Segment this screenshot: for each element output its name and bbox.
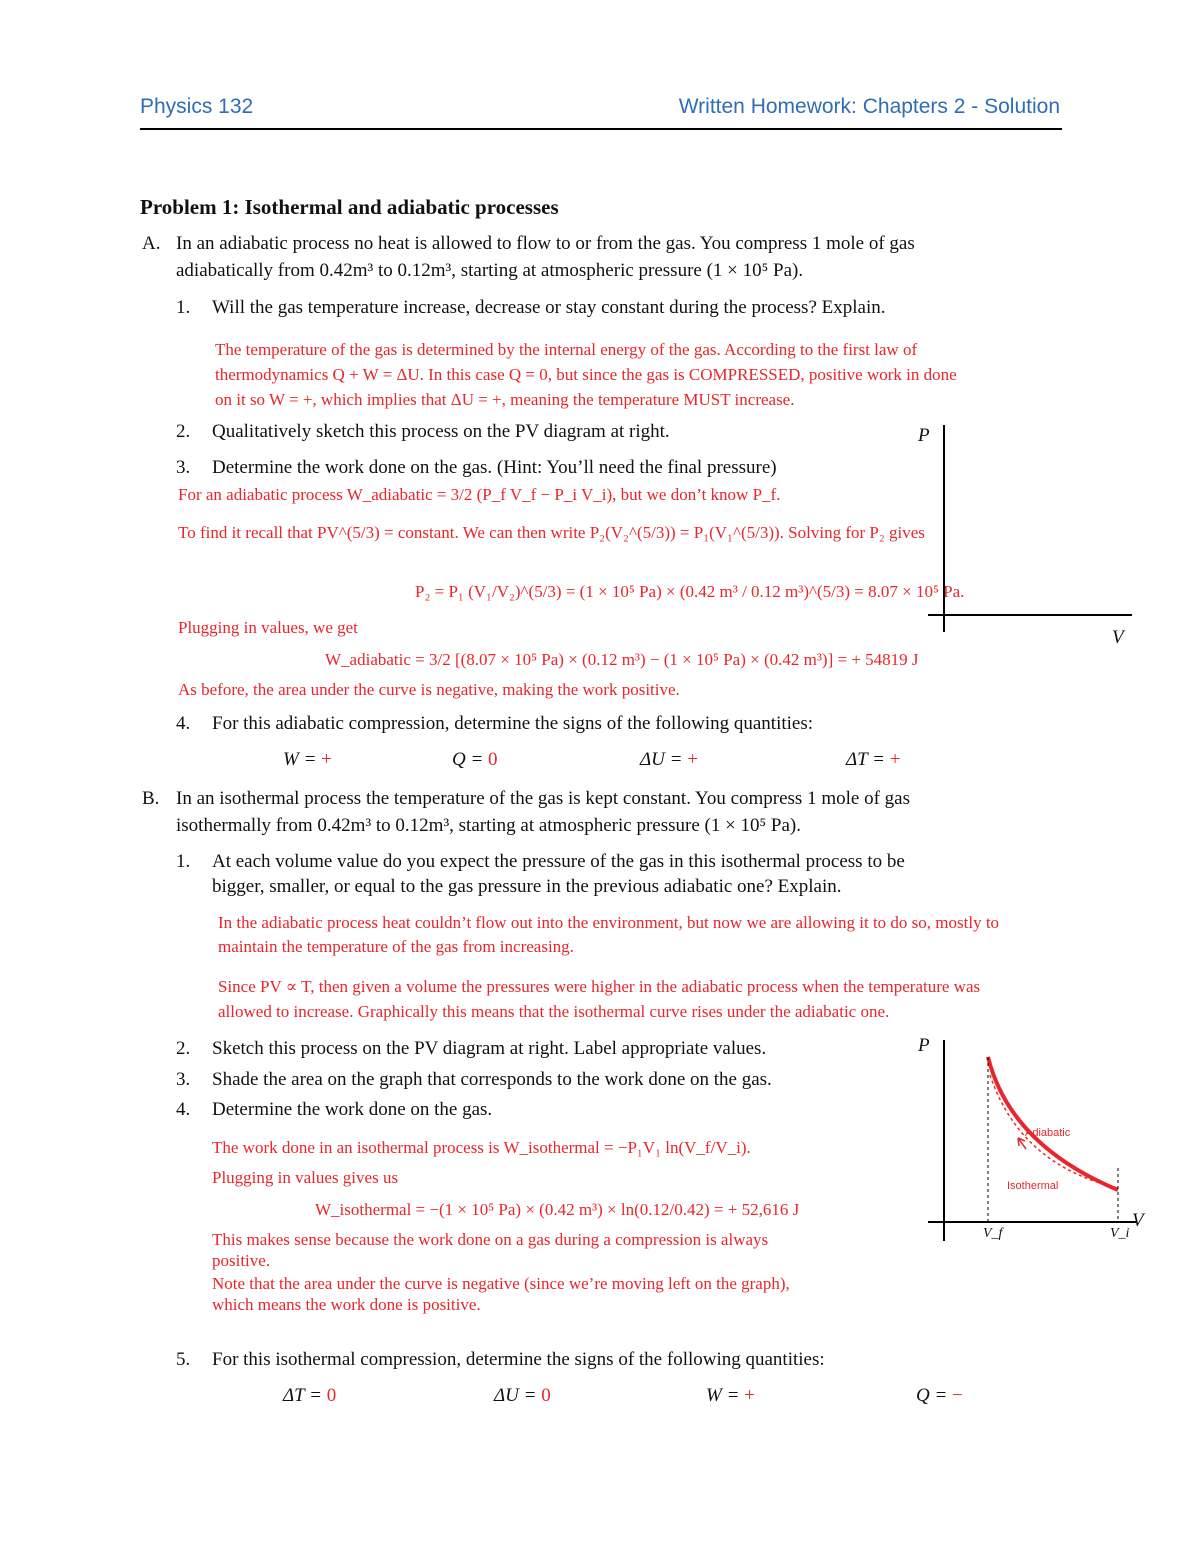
b-q1-line1: At each volume value do you expect the pressure of the gas in this isothermal process to be [212,851,905,872]
b-answer4-line5: Note that the area under the curve is negative (since we’re moving left on the graph), [212,1274,790,1293]
a-answer1-line2: thermodynamics Q + W = ΔU. In this case Q = 0, but since the gas is COMPRESSED, positive work in done [215,365,957,384]
a-q4-text: For this adiabatic compression, determine the signs of the following quantities: [212,713,814,734]
graph2-vi-label: V_i [1110,1226,1130,1241]
graph2-vf-label: V_f [983,1226,1003,1241]
a-q3-number: 3. [176,457,191,478]
b-answer4-line6: which means the work done is positive. [212,1295,481,1314]
a-answer3-line1: For an adiabatic process W_adiabatic = 3/2 (P_f V_f − P_i V_i), but we don’t know P_f. [178,485,781,504]
part-b-line2: isothermally from 0.42m³ to 0.12m³, starting at atmospheric pressure (1 × 10⁵ Pa). [176,815,802,836]
header-rule [140,128,1062,130]
a-sign-du: ΔU = + [640,749,698,770]
part-a-letter: A. [142,233,161,254]
a-answer3-line3: Plugging in values, we get [178,618,358,637]
a-q2-text: Qualitatively sketch this process on the PV diagram at right. [212,421,670,442]
pv-diagram-sketch [900,1035,1160,1245]
b-q4-number: 4. [176,1099,191,1120]
a-q1-text: Will the gas temperature increase, decrease or stay constant during the process? Explain. [212,297,886,318]
a-answer3-line4: As before, the area under the curve is negative, making the work positive. [178,680,680,699]
b-answer1-line4: allowed to increase. Graphically this means that the isothermal curve rises under the adiabatic one. [218,1002,890,1021]
part-a-line2: adiabatically from 0.42m³ to 0.12m³, starting at atmospheric pressure (1 × 10⁵ Pa). [176,260,804,281]
b-answer1-line2: maintain the temperature of the gas from increasing. [218,937,574,956]
a-q2-number: 2. [176,421,191,442]
adiabatic-label: Adiabatic [1025,1127,1071,1139]
b-q1-line2: bigger, smaller, or equal to the gas pressure in the previous adiabatic one? Explain. [212,876,842,897]
b-q3-number: 3. [176,1069,191,1090]
a-q1-number: 1. [176,297,191,318]
b-sign-q: Q = − [916,1385,963,1406]
b-sign-du: ΔU = 0 [494,1385,551,1406]
a-answer3-line2: To find it recall that PV^(5/3) = constant. We can then write P₂(V₂^(5/3)) = P₁(V₁^(5/3)). Solving for P₂ gives [178,523,925,542]
a-answer1-line1: The temperature of the gas is determined by the internal energy of the gas. According to the first law of [215,340,918,359]
b-answer4-line1: The work done in an isothermal process is W_isothermal = −P₁V₁ ln(V_f/V_i). [212,1138,751,1157]
graph1-v-label: V [1112,627,1124,648]
document-title: Written Homework: Chapters 2 - Solution [678,95,1060,118]
b-answer4-line2: Plugging in values gives us [212,1168,399,1187]
a-sign-q: Q = 0 [452,749,498,770]
a-q4-number: 4. [176,713,191,734]
part-a-line1: In an adiabatic process no heat is allowed to flow to or from the gas. You compress 1 mole of gas [176,233,915,254]
pv-diagram-empty [900,420,1160,650]
a-answer3-equation1: P₂ = P₁ (V₁/V₂)^(5/3) = (1 × 10⁵ Pa) × (0.42 m³ / 0.12 m³)^(5/3) = 8.07 × 10⁵ Pa. [415,582,965,601]
a-answer3-equation2: W_adiabatic = 3/2 [(8.07 × 10⁵ Pa) × (0.12 m³) − (1 × 10⁵ Pa) × (0.42 m³)] = + 54819 J [325,650,919,669]
course-name: Physics 132 [140,95,254,118]
b-q5-number: 5. [176,1349,191,1370]
b-q2-text: Sketch this process on the PV diagram at right. Label appropriate values. [212,1038,767,1059]
b-answer1-line1: In the adiabatic process heat couldn’t flow out into the environment, but now we are allowing it to do so, mostly to [218,913,1000,932]
problem-title: Problem 1: Isothermal and adiabatic processes [140,195,559,219]
b-q4-text: Determine the work done on the gas. [212,1099,493,1120]
b-q3-text: Shade the area on the graph that corresponds to the work done on the gas. [212,1069,772,1090]
graph1-p-label: P [918,425,930,446]
b-sign-dt: ΔT = 0 [283,1385,337,1406]
b-q2-number: 2. [176,1038,191,1059]
part-b-letter: B. [142,788,160,809]
part-b-line1: In an isothermal process the temperature of the gas is kept constant. You compress 1 mole of gas [176,788,910,809]
b-answer4-line4: positive. [212,1251,271,1270]
a-answer1-line3: on it so W = +, which implies that ΔU = +, meaning the temperature MUST increase. [215,390,795,409]
graph2-v-label: V [1132,1210,1144,1231]
a-sign-dt: ΔT = + [846,749,901,770]
b-q1-number: 1. [176,851,191,872]
graph2-p-label: P [918,1035,930,1056]
b-sign-w: W = + [706,1385,755,1406]
b-answer1-line3: Since PV ∝ T, then given a volume the pressures were higher in the adiabatic process when the temperature was [218,977,981,996]
adiabatic-curve [988,1057,1118,1190]
a-q3-text: Determine the work done on the gas. (Hint: You’ll need the final pressure) [212,457,777,478]
isothermal-label: Isothermal [1007,1180,1059,1192]
b-answer4-line3: This makes sense because the work done on a gas during a compression is always [212,1230,769,1249]
b-answer4-equation: W_isothermal = −(1 × 10⁵ Pa) × (0.42 m³) × ln(0.12/0.42) = + 52,616 J [315,1200,800,1219]
a-sign-w: W = + [283,749,332,770]
b-q5-text: For this isothermal compression, determine the signs of the following quantities: [212,1349,825,1370]
